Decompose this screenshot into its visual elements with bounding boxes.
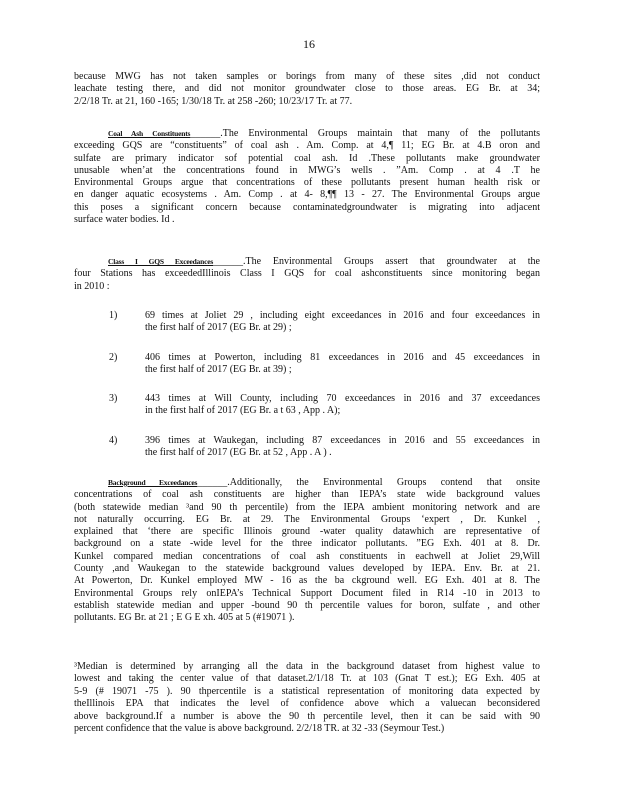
text-line	[74, 256, 540, 268]
text-line: (both statewide median ³and 90 th percentile) from the IEPA ambient monitoring network and are	[74, 501, 540, 513]
footnote-line: theIllinois EPA that indicates the level of confidence above which a valuecan beconsidered	[74, 698, 540, 710]
section-heading-class-i: Class I GQS Exceedances	[108, 257, 214, 266]
text-line: Environmental Groups argue that concentrations of these pollutants present human health risk or	[74, 177, 540, 189]
text-line: unusable when’at the concentrations found in MWG’s wells . ”Am. Comp . at 4 .T he	[74, 164, 540, 176]
list-number: 1)	[109, 310, 118, 321]
section-heading-background: Background Exceedances	[108, 478, 198, 487]
background-paragraph	[74, 477, 540, 625]
section-heading-coal-ash: Coal Ash Constituents	[108, 129, 191, 138]
text-line: four Stations has exceededIllinois Class I GQS for coal ashconstituents since monitoring began	[74, 268, 540, 280]
list-number: 4)	[109, 435, 118, 446]
list-text-line: in the first half of 2017 (EG Br. a t 63 , App . A);	[145, 405, 341, 417]
text-line: sulfate are primary indicator sof potential coal ash. Id .These pollutants make groundwater	[74, 152, 540, 164]
text-line: Kunkel compared median concentrations of coal ash constituents in eachwell at Joliet 29,Will	[74, 550, 540, 562]
footnote-line: above background.If a number is above the 90 th percentile level, then it can be said with 90	[74, 710, 540, 722]
footnote	[74, 661, 540, 735]
list-number: 3)	[109, 393, 118, 404]
list-text-line: 69 times at Joliet 29 , including eight exceedances in 2016 and four exceedances in	[145, 310, 540, 321]
footnote-line: lowest and taking the center value of that dataset.2/1/18 Tr. at 103 (Gnat T est.); EG Exh. 405 at	[74, 673, 540, 685]
text-line: background on a state -wide level for the three indicator pollutants. ”EG Exh. 401 at 8. Dr.	[74, 538, 540, 550]
coal-ash-paragraph	[74, 128, 540, 226]
text-line	[74, 477, 540, 489]
text-line: explained that ‘there are specific Illinois ground -water quality datawhich are representative of	[74, 526, 540, 538]
text-line-rest: ______.The Environmental Groups assert that groundwater at the	[213, 256, 540, 267]
text-line: leachate testing there, and did not monitor groundwater close to those areas. EG Br. at 34;	[74, 83, 540, 95]
text-line: At Powerton, Dr. Kunkel employed MW - 16 as the ba ckground well. EG Exh. 401 at 8. The	[74, 575, 540, 587]
footnote-line: 5-9 (# 19071 -75 ). 90 thpercentile is a statistical representation of monitoring data expected by	[74, 685, 540, 697]
text-line: pollutants. EG Br. at 21 ; E G E xh. 405 at 5 (#19071 ).	[74, 612, 295, 624]
list-number: 2)	[109, 352, 118, 363]
list-text-line: 443 times at Will County, including 70 exceedances in 2016 and 37 exceedances	[145, 393, 540, 404]
list-text-line: the first half of 2017 (EG Br. at 52 , App . A ) .	[145, 447, 332, 459]
footnote-line: percent confidence that the value is above background. 2/2/18 TR. at 32 -33 (Seymour Test.)	[74, 723, 445, 735]
list-text-line: 406 times at Powerton, including 81 exceedances in 2016 and 45 exceedances in	[145, 352, 540, 363]
class-i-paragraph	[74, 256, 540, 293]
text-line-rest: ______.Additionally, the Environmental Groups contend that onsite	[197, 477, 540, 488]
text-line: 2/2/18 Tr. at 21, 160 -165; 1/30/18 Tr. at 258 -260; 10/23/17 Tr. at 77.	[74, 95, 353, 107]
text-line	[74, 128, 540, 140]
footnote-line: ³Median is determined by arranging all the data in the background dataset from highest value to	[74, 661, 540, 672]
list-text-line: 396 times at Waukegan, including 87 exceedances in 2016 and 55 exceedances in	[145, 435, 540, 446]
text-line: Environmental Groups rely onIEPA’s Technical Support Document filed in R14 -10 in 2013 to	[74, 587, 540, 599]
text-line: not naturally occurring. EG Br. at 29. The Environmental Groups ‘expert , Dr. Kunkel ,	[74, 513, 540, 525]
text-line: exceeding GQS are “constituents” of coal ash . Am. Comp. at 4,¶ 11; EG Br. at 4.B oron and	[74, 140, 540, 152]
text-line: this poses a significant concern because contaminatedgroundwater is migrating into adjacent	[74, 201, 540, 213]
page-number: 16	[303, 37, 315, 51]
text-line: establish statewide median and upper -bound 90 th percentile values for boron, sulfate , and other	[74, 599, 540, 611]
text-line: because MWG has not taken samples or borings from many of these sites ,did not conduct	[74, 71, 540, 82]
text-line: en danger aquatic ecosystems . Am. Comp . at 4- 8,¶¶ 13 - 27. The Environmental Groups argue	[74, 189, 540, 201]
text-line: concentrations of coal ash constituents are higher than IEPA’s state wide background values	[74, 489, 540, 501]
text-line: surface water bodies. Id .	[74, 214, 175, 226]
text-line: County ,and Waukegan to the statewide background values developed by IEPA. Env. Br. at 21.	[74, 563, 540, 575]
intro-paragraph	[74, 71, 540, 108]
text-line-rest: ______.The Environmental Groups maintain that many of the pollutants	[190, 128, 540, 139]
list-text-line: the first half of 2017 (EG Br. at 29) ;	[145, 322, 292, 334]
list-text-line: the first half of 2017 (EG Br. at 39) ;	[145, 364, 292, 376]
text-line: in 2010 :	[74, 280, 110, 292]
